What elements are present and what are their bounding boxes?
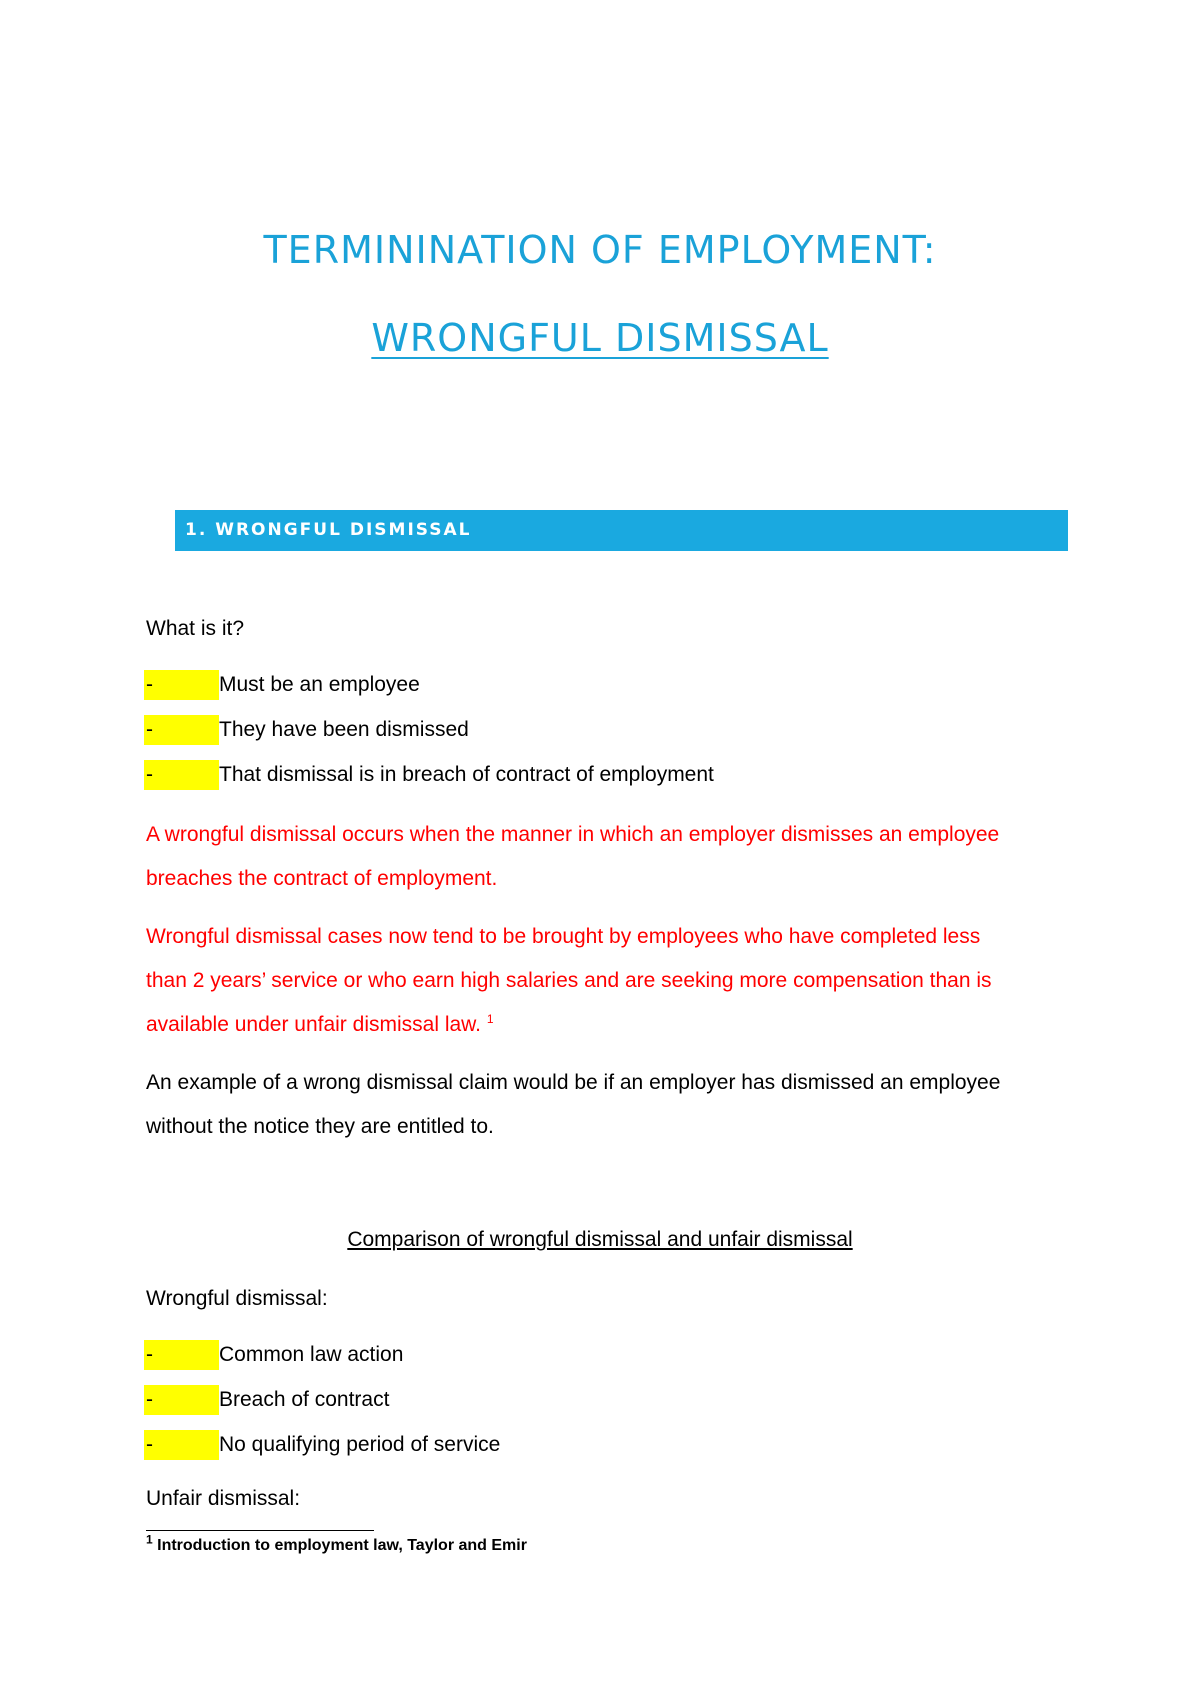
highlight-mark [144, 1430, 219, 1460]
definition-line: A wrongful dismissal occurs when the manner in which an employer dismisses an employee [146, 823, 1000, 846]
bullet-dash: - [146, 763, 153, 786]
list-item-text: Breach of contract [219, 1388, 390, 1411]
list-item-text: They have been dismissed [219, 718, 469, 741]
list-item-text: That dismissal is in breach of contract of employment [219, 763, 714, 786]
list-item [144, 715, 1144, 745]
bullet-dash: - [146, 718, 153, 741]
bullet-dash: - [146, 1343, 153, 1366]
footnote-separator [146, 1530, 374, 1531]
definition-line: breaches the contract of employment. [146, 867, 498, 890]
highlight-mark [144, 670, 219, 700]
bullet-dash: - [146, 673, 153, 696]
footnote-marker: 1 [146, 1532, 153, 1547]
highlight-mark [144, 760, 219, 790]
footnote-text: Introduction to employment law, Taylor and Emir [152, 1537, 527, 1554]
intro-question: What is it? [146, 617, 245, 640]
list-item [144, 1385, 1144, 1415]
example-line: without the notice they are entitled to. [146, 1115, 494, 1138]
footnote-reference[interactable]: 1 [486, 1012, 494, 1026]
document-subtitle: WRONGFUL DISMISSAL [371, 316, 829, 360]
list-item-text: Common law action [219, 1343, 404, 1366]
context-line: than 2 years’ service or who earn high salaries and are seeking more compensation than is [146, 969, 992, 992]
comparison-heading: Comparison of wrongful dismissal and unfair dismissal [347, 1228, 853, 1251]
list-item-text: No qualifying period of service [219, 1433, 501, 1456]
list-item [144, 760, 1144, 790]
wrongful-dismissal-label: Wrongful dismissal: [146, 1287, 328, 1310]
bullet-dash: - [146, 1388, 153, 1411]
list-item [144, 670, 1144, 700]
highlight-mark [144, 715, 219, 745]
context-line: Wrongful dismissal cases now tend to be brought by employees who have completed less [146, 925, 981, 948]
unfair-dismissal-label: Unfair dismissal: [146, 1487, 301, 1510]
context-line [146, 1003, 494, 1047]
list-item-text: Must be an employee [219, 673, 420, 696]
list-item [144, 1430, 1144, 1460]
document-title: TERMININATION OF EMPLOYMENT: [263, 228, 937, 272]
section-heading-text: 1. WRONGFUL DISMISSAL [185, 520, 472, 540]
footnote [146, 1532, 527, 1555]
section-heading-bar [175, 510, 1068, 551]
bullet-dash: - [146, 1433, 153, 1456]
example-line: An example of a wrong dismissal claim would be if an employer has dismissed an employee [146, 1071, 1001, 1094]
highlight-mark [144, 1385, 219, 1415]
context-line-text: available under unfair dismissal law. [146, 1013, 487, 1036]
highlight-mark [144, 1340, 219, 1370]
list-item [144, 1340, 1144, 1370]
